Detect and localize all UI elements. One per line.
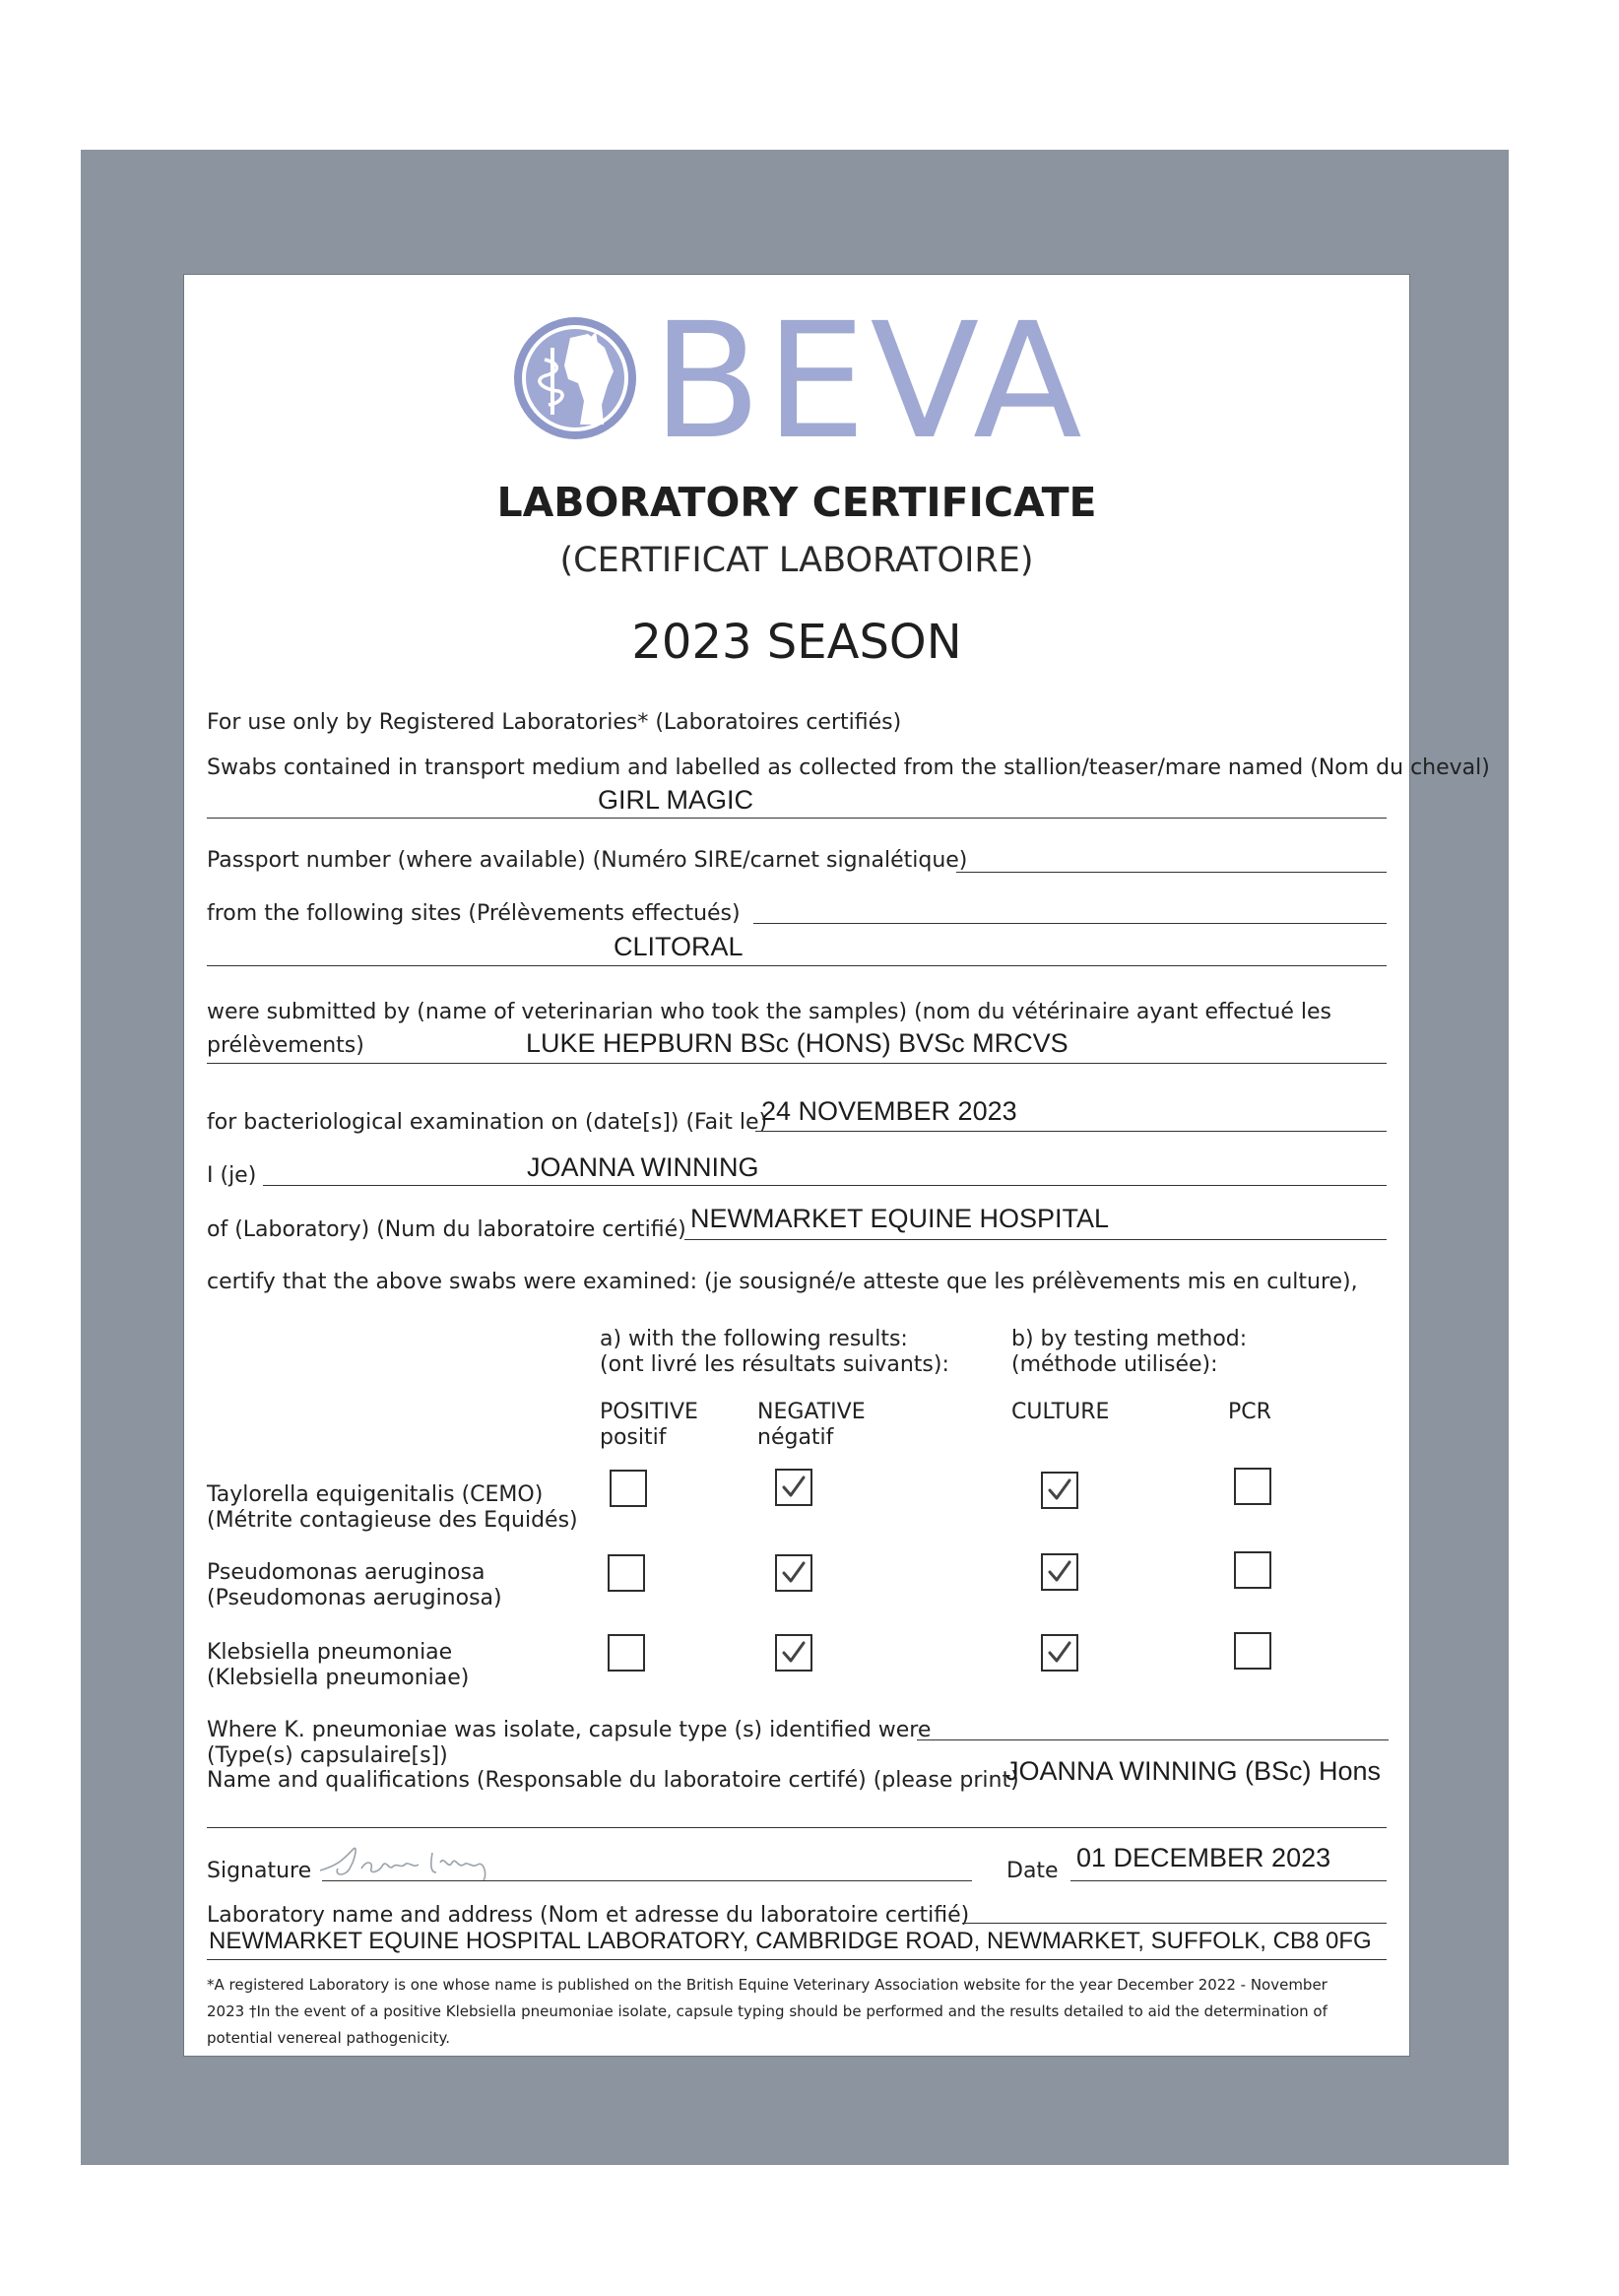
horse-name-line [207, 818, 1387, 819]
laboratory-value: NEWMARKET EQUINE HOSPITAL [690, 1204, 1110, 1233]
signature-date-line [1070, 1880, 1387, 1881]
sites-label: from the following sites (Prélèvements effectués) [207, 901, 741, 926]
sites-line-1 [753, 923, 1387, 924]
season-heading: 2023 SEASON [631, 615, 962, 670]
positive-checkbox[interactable] [608, 1554, 645, 1592]
pcr-checkbox[interactable] [1234, 1468, 1271, 1505]
check-mark-icon [1047, 1477, 1072, 1503]
horse-name-value: GIRL MAGIC [598, 785, 754, 815]
capsule-type-line [917, 1739, 1389, 1740]
capsule-type-label-fr: (Type(s) capsulaire[s]) [207, 1743, 448, 1768]
handwritten-signature [310, 1835, 507, 1884]
capsule-type-label: Where K. pneumoniae was isolate, capsule type (s) identified were [207, 1718, 932, 1742]
lab-address-line-1 [962, 1923, 1387, 1924]
beva-wordmark: BEVA [652, 290, 1086, 475]
footnote-line: potential venereal pathogenicity. [207, 2029, 451, 2047]
exam-date-value: 24 NOVEMBER 2023 [761, 1096, 1017, 1126]
positive-checkbox[interactable] [610, 1470, 647, 1507]
col-positive: POSITIVE [600, 1400, 698, 1424]
col-negative-fr: négatif [757, 1425, 834, 1450]
name-qualifications-value: JOANNA WINNING (BSc) Hons [1005, 1756, 1382, 1786]
signature-line [322, 1880, 972, 1881]
negative-checkbox[interactable] [775, 1469, 812, 1506]
results-heading: a) with the following results: [600, 1327, 908, 1351]
vet-label-line1: were submitted by (name of veterinarian who took the samples) (nom du vétérinaire ayant effectué les [207, 1000, 1331, 1024]
passport-label: Passport number (where available) (Numéro SIRE/carnet signalétique) [207, 848, 968, 873]
name-qualifications-label: Name and qualifications (Responsable du laboratoire certifé) (please print) [207, 1768, 1019, 1793]
col-negative: NEGATIVE [757, 1400, 866, 1424]
method-heading-fr: (méthode utilisée): [1011, 1352, 1218, 1377]
check-mark-icon [781, 1475, 807, 1500]
vet-value: LUKE HEPBURN BSc (HONS) BVSc MRCVS [526, 1028, 1069, 1058]
results-heading-fr: (ont livré les résultats suivants): [600, 1352, 949, 1377]
signature-label: Signature [207, 1859, 312, 1883]
footnote [207, 1972, 1389, 2052]
footnote-line: 2023 †In the event of a positive Klebsiella pneumoniae isolate, capsule typing should be performed and the results detailed to aid the determination of [207, 2002, 1328, 2020]
footnote-line: *A registered Laboratory is one whose name is published on the British Equine Veterinary Association website for the year December 2022 - November [207, 1976, 1328, 1994]
sites-line-2 [207, 965, 1387, 966]
method-heading: b) by testing method: [1011, 1327, 1248, 1351]
negative-checkbox[interactable] [775, 1634, 812, 1672]
organism-name-fr: (Métrite contagieuse des Equidés) [207, 1508, 578, 1533]
check-mark-icon [781, 1640, 807, 1666]
signature-date-label: Date [1006, 1859, 1059, 1883]
organism-name: Taylorella equigenitalis (CEMO) [207, 1482, 544, 1507]
certificate-title: LABORATORY CERTIFICATE [496, 479, 1097, 526]
organism-name: Pseudomonas aeruginosa [207, 1560, 486, 1585]
col-culture: CULTURE [1011, 1400, 1110, 1424]
organism-name-fr: (Pseudomonas aeruginosa) [207, 1586, 502, 1610]
negative-checkbox[interactable] [775, 1554, 812, 1592]
exam-date-line [755, 1131, 1387, 1132]
signature-date-value: 01 DECEMBER 2023 [1076, 1843, 1331, 1872]
beva-horse-logo-icon [511, 314, 639, 442]
check-mark-icon [1047, 1559, 1072, 1585]
passport-line [956, 872, 1387, 873]
registered-lab-note: For use only by Registered Laboratories* (Laboratoires certifiés) [207, 710, 902, 735]
pcr-checkbox[interactable] [1234, 1632, 1271, 1670]
organism-name: Klebsiella pneumoniae [207, 1640, 453, 1665]
check-mark-icon [781, 1560, 807, 1586]
certificate-subtitle: (CERTIFICAT LABORATOIRE) [559, 541, 1034, 580]
i-je-line [263, 1185, 1387, 1186]
certify-statement: certify that the above swabs were examined: (je sousigné/e atteste que les prélèvements mis en culture), [207, 1270, 1358, 1294]
swabs-label: Swabs contained in transport medium and labelled as collected from the stallion/teaser/mare named (Nom du cheval) [207, 755, 1490, 780]
col-pcr: PCR [1228, 1400, 1271, 1424]
exam-date-label: for bacteriological examination on (date[s]) (Fait le) [207, 1110, 768, 1135]
laboratory-label: of (Laboratory) (Num du laboratoire certifié) [207, 1217, 686, 1242]
name-qualifications-line [207, 1827, 1387, 1828]
pcr-checkbox[interactable] [1234, 1551, 1271, 1589]
lab-address-label: Laboratory name and address (Nom et adresse du laboratoire certifié) [207, 1903, 970, 1928]
i-je-label: I (je) [207, 1163, 257, 1188]
organism-name-fr: (Klebsiella pneumoniae) [207, 1666, 470, 1690]
vet-line [207, 1063, 1387, 1064]
lab-address-line-2 [207, 1959, 1387, 1960]
col-positive-fr: positif [600, 1425, 667, 1450]
culture-checkbox[interactable] [1041, 1634, 1078, 1672]
vet-label-line2: prélèvements) [207, 1033, 364, 1058]
sites-value: CLITORAL [614, 932, 744, 961]
culture-checkbox[interactable] [1041, 1553, 1078, 1591]
i-je-value: JOANNA WINNING [527, 1152, 759, 1182]
certificate-sheet [183, 274, 1490, 2057]
laboratory-line [684, 1239, 1387, 1240]
positive-checkbox[interactable] [608, 1634, 645, 1672]
culture-checkbox[interactable] [1041, 1472, 1078, 1509]
lab-address-value: NEWMARKET EQUINE HOSPITAL LABORATORY, CAMBRIDGE ROAD, NEWMARKET, SUFFOLK, CB8 0FG [209, 1928, 1372, 1954]
check-mark-icon [1047, 1640, 1072, 1666]
